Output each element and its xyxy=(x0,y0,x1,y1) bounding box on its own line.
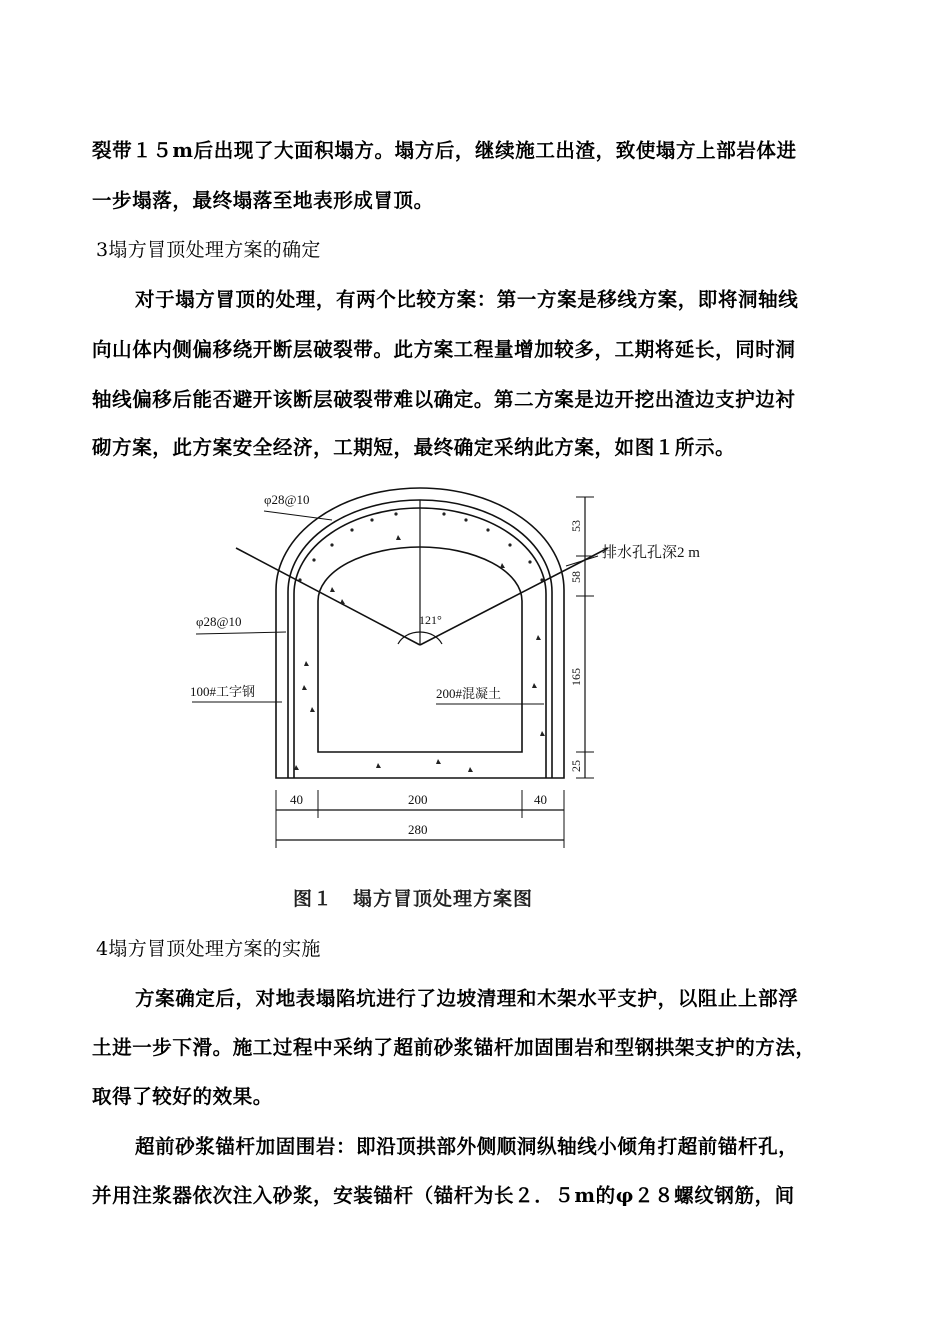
paragraph-1-line-2: 一步塌落，最终塌落至地表形成冒顶。 xyxy=(92,189,434,212)
label-rebar-top: φ28@10 xyxy=(264,492,310,507)
paragraph-4-line-2: 并用注浆器依次注入砂浆，安装锚杆（锚杆为长２．５m的φ２８螺纹钢筋，间 xyxy=(92,1184,795,1207)
paragraph-2-line-3: 轴线偏移后能否避开该断层破裂带难以确定。第二方案是边开挖出渣边支护边衬 xyxy=(92,388,796,411)
paragraph-2-line-4: 砌方案，此方案安全经济，工期短，最终确定采纳此方案，如图１所示。 xyxy=(92,436,736,459)
paragraph-2-line-1: 对于塌方冒顶的处理，有两个比较方案：第一方案是移线方案，即将洞轴线 xyxy=(135,288,799,311)
paragraph-3-line-1: 方案确定后，对地表塌陷坑进行了边坡清理和木架水平支护，以阻止上部浮 xyxy=(135,987,799,1010)
dim-label-165: 165 xyxy=(569,668,583,686)
drain-hole-left xyxy=(236,548,420,645)
paragraph-4-line-1: 超前砂浆锚杆加固围岩：即沿顶拱部外侧顺洞纵轴线小倾角打超前锚杆孔， xyxy=(135,1135,799,1158)
figure-caption: 图１ 塌方冒顶处理方案图 xyxy=(293,888,534,910)
tunnel-cross-section-diagram xyxy=(180,485,740,885)
dim-label-25: 25 xyxy=(569,760,583,772)
dim-label-40-right: 40 xyxy=(534,792,547,807)
paragraph-3-line-3: 取得了较好的效果。 xyxy=(92,1085,273,1108)
label-steel-arch: 100#工字钢 xyxy=(190,684,256,699)
dim-label-53: 53 xyxy=(569,520,583,532)
label-concrete: 200#混凝土 xyxy=(436,686,502,701)
paragraph-2-line-2: 向山体内侧偏移绕开断层破裂带。此方案工程量增加较多，工期将延长，同时洞 xyxy=(92,338,796,361)
dim-label-200: 200 xyxy=(408,792,428,807)
leader-drain xyxy=(566,556,598,566)
label-drain-hole: 排水孔孔深2 m xyxy=(602,545,700,561)
leader-rebar-side xyxy=(196,632,286,634)
label-rebar-side: φ28@10 xyxy=(196,614,242,629)
label-angle: 121° xyxy=(419,613,442,627)
paragraph-1-line-1: 裂带１５m后出现了大面积塌方。塌方后，继续施工出渣，致使塌方上部岩体进 xyxy=(92,139,797,162)
section-heading-4: 4塌方冒顶处理方案的实施 xyxy=(96,938,321,960)
dim-label-280: 280 xyxy=(408,822,428,837)
dim-label-58: 58 xyxy=(569,571,583,583)
dim-label-40-left: 40 xyxy=(290,792,303,807)
paragraph-3-line-2: 土进一步下滑。施工过程中采纳了超前砂浆锚杆加固围岩和型钢拱架支护的方法， xyxy=(92,1036,816,1059)
section-heading-3: 3塌方冒顶处理方案的确定 xyxy=(96,239,321,261)
